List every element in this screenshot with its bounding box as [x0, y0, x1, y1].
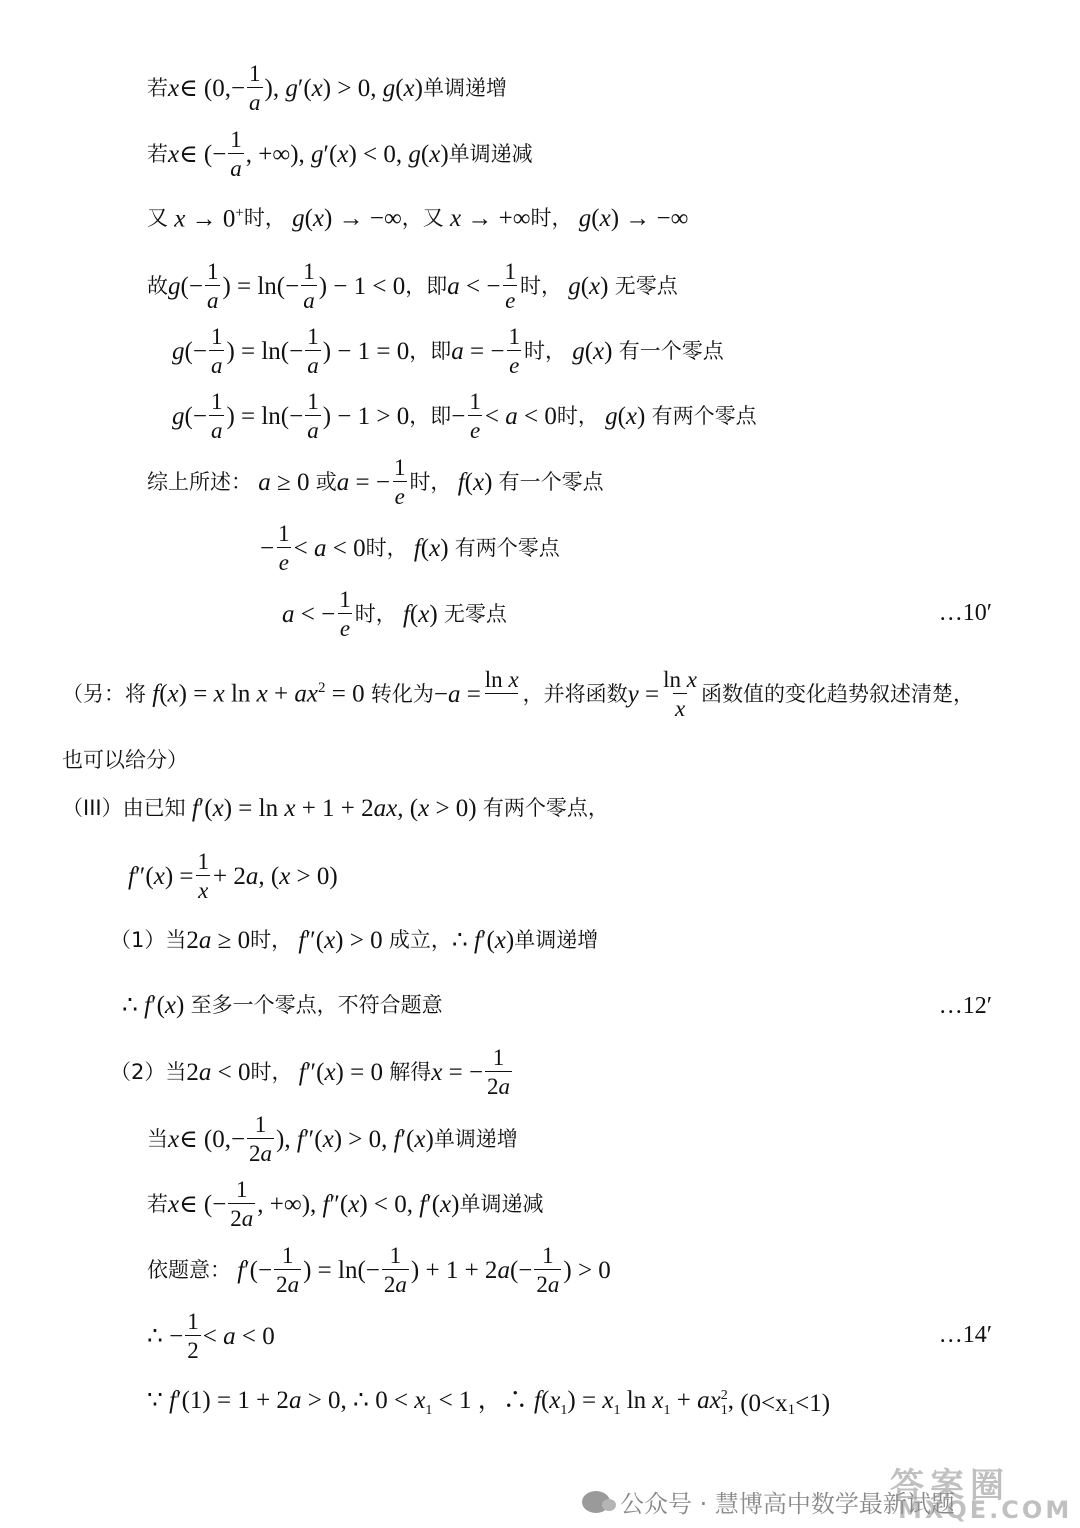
- line-17: 当 x∈ (0,− $\frac{1}{2a}$ ), f″(x) > 0, f′(x) 单调递增: [147, 1112, 518, 1166]
- line-1: 若 x∈ (0,− $\frac{1}{a}$ ), g′(x) > 0, g(x) 单调递增: [147, 61, 507, 115]
- text-one-zero: 有一个零点: [498, 469, 604, 494]
- text-shi: 时，: [556, 403, 599, 428]
- watermark-text: 公众号 · 慧博高中数学最新试题: [620, 1490, 955, 1518]
- text-alt-prefix: （另：将: [62, 681, 146, 706]
- text-shi: 时，: [243, 206, 286, 231]
- line-3: 又 x → 0+ 时， g(x) → −∞ ， 又 x → +∞ 时， g(x) → −∞: [147, 205, 689, 233]
- watermark-site: [884, 1458, 1073, 1524]
- text-zhuan: 转化为: [370, 681, 434, 706]
- line-11: [62, 750, 188, 771]
- text-you: 又: [147, 206, 168, 231]
- text-one-zero: 有一个零点: [618, 338, 724, 363]
- line-19: 依题意： f′(− $\frac{1}{2a}$ ) = ln(− $\frac{1}{2a}$ ) + 1 + 2a(− $\frac{1}{2a}$ ) > 0: [147, 1243, 611, 1297]
- text-shi: 时，: [409, 469, 452, 494]
- text-case1: （1）当: [110, 928, 187, 952]
- text-ruo: 若: [147, 1191, 168, 1216]
- text-shi: 时，: [365, 535, 408, 560]
- line-2: 若 x∈ (− $\frac{1}{a}$ , +∞), g′(x) < 0, g(x) 单调递减: [147, 127, 533, 181]
- line-9: a < − $\frac{1}{e}$ 时， f(x) 无零点: [282, 587, 507, 641]
- watermark-site-bottom: MXQE.COM: [898, 1496, 1073, 1524]
- line-12: （III）由已知 f′(x) = ln x + 1 + 2ax, (x > 0) 有两个零点，: [62, 795, 609, 822]
- text-shi: 时，: [523, 338, 566, 363]
- text-decreasing: 单调递减: [448, 141, 533, 166]
- line-4: 故 g(− $\frac{1}{a}$ ) = ln(− $\frac{1}{a}$ ) − 1 < 0 ，即 a < − $\frac{1}{e}$ 时， g(x) 无零点: [147, 259, 678, 313]
- text-summary-label: 综上所述：: [147, 469, 252, 494]
- text-increasing: 单调递增: [433, 1126, 518, 1151]
- line-20: ∴ − $\frac{1}{2}$ < a < 0: [147, 1309, 275, 1363]
- text-shi: 时，: [250, 928, 293, 952]
- text-solve: 解得: [389, 1059, 432, 1084]
- line-10: （另：将 f(x) = x $\ln x + ax^2 = 0$ 转化为 −a = ln x ，并将函数 y = $\frac{\text{ln x}}{x}$ 函数值的变化趋势叙述清楚，: [62, 667, 974, 721]
- text-decreasing: 单调递减: [459, 1191, 544, 1216]
- text-shi: 时，: [250, 1059, 293, 1084]
- text-trend: 函数值的变化趋势叙述清楚，: [700, 681, 974, 706]
- text-no-zero: 无零点: [443, 601, 507, 626]
- text-part3-prefix: （III）由已知: [62, 796, 186, 820]
- text-at-most-one: 至多一个零点，不符合题意: [190, 993, 443, 1017]
- text-comma: ，: [401, 206, 423, 231]
- watermark-site-top: 答案圈: [890, 1466, 1010, 1506]
- wechat-icon: [582, 1491, 610, 1513]
- text-range-close: <1): [795, 1389, 831, 1417]
- fraction-1-over-a: $\frac{1}{a}$: [249, 61, 261, 115]
- text-by-condition: 依题意：: [147, 1257, 231, 1282]
- line-7: 综上所述： a ≥ 0 或 a = − $\frac{1}{e}$ 时， f(x) 有一个零点: [147, 455, 604, 509]
- line-16: （2）当 2a < 0 时， f″(x) = 0 解得 x = − $\frac{1}{2a}$: [110, 1045, 511, 1099]
- text-ji: ，即: [405, 273, 448, 298]
- text-ruo: 若: [147, 75, 168, 100]
- text-shi: 时，: [519, 273, 562, 298]
- text-gu: 故: [147, 273, 168, 298]
- line-5: g(− $\frac{1}{a}$ ) = ln(− $\frac{1}{a}$ ) − 1 = 0 ，即 a = − $\frac{1}{e}$ 时， g(x) 有一个零点: [172, 324, 724, 378]
- text-two-zeros: 有两个零点: [454, 535, 560, 560]
- text-range-open: (0<x: [740, 1389, 788, 1417]
- text-shi: 时，: [354, 601, 397, 626]
- text-shi: 时，: [530, 206, 573, 231]
- text-you: 又: [422, 206, 444, 231]
- line-13: f″(x) = $\frac{1}{x}$ + 2a, (x > 0): [128, 849, 338, 903]
- fraction-1-over-a: $\frac{1}{a}$: [230, 127, 242, 181]
- text-ruo: 若: [147, 141, 168, 166]
- text-ji: ，即: [409, 338, 452, 363]
- text-increasing: 单调递增: [514, 928, 599, 952]
- text-two-zeros: 有两个零点: [651, 403, 757, 428]
- text-no-zero: 无零点: [614, 273, 678, 298]
- text-case2: （2）当: [110, 1059, 187, 1084]
- line-8: − $\frac{1}{e}$ < a < 0 时， f(x) 有两个零点: [260, 521, 560, 575]
- line-18: 若 x∈ (− $\frac{1}{2a}$ , +∞), f″(x) < 0, f′(x) 单调递减: [147, 1177, 544, 1231]
- score-mark-12: …12′: [938, 993, 992, 1019]
- line-6: g(− $\frac{1}{a}$ ) = ln(− $\frac{1}{a}$ ) − 1 > 0 ，即 − $\frac{1}{e}$ < a < 0 时， g(x) 有两个零点: [172, 389, 757, 443]
- score-mark-14: …14′: [938, 1322, 992, 1348]
- text-ji: ，即: [409, 403, 452, 428]
- text-bing: ，并将函数: [522, 681, 628, 706]
- line-21: ∵ f′(1) = 1 + 2a > 0, ∴ $0 < x_1 < 1$ ，∴ $f(x_1) = x_1$ $\ln x_1 + ax_1^2$, (0<x 1 <1): [147, 1387, 831, 1418]
- text-dang: 当: [147, 1126, 168, 1151]
- text-two-zeros: 有两个零点，: [482, 796, 609, 820]
- line-14: （1）当 2a ≥ 0 时， f″(x) > 0 成立， ∴ f′(x) 单调递增: [110, 927, 599, 954]
- line-15: ∴ f′(x) 至多一个零点，不符合题意: [122, 992, 443, 1019]
- text-increasing: 单调递增: [422, 75, 507, 100]
- text-huo: 或: [315, 469, 337, 494]
- score-mark-10: …10′: [938, 600, 992, 626]
- text-credit: 也可以给分）: [62, 748, 188, 772]
- text-holds: 成立，: [388, 928, 452, 952]
